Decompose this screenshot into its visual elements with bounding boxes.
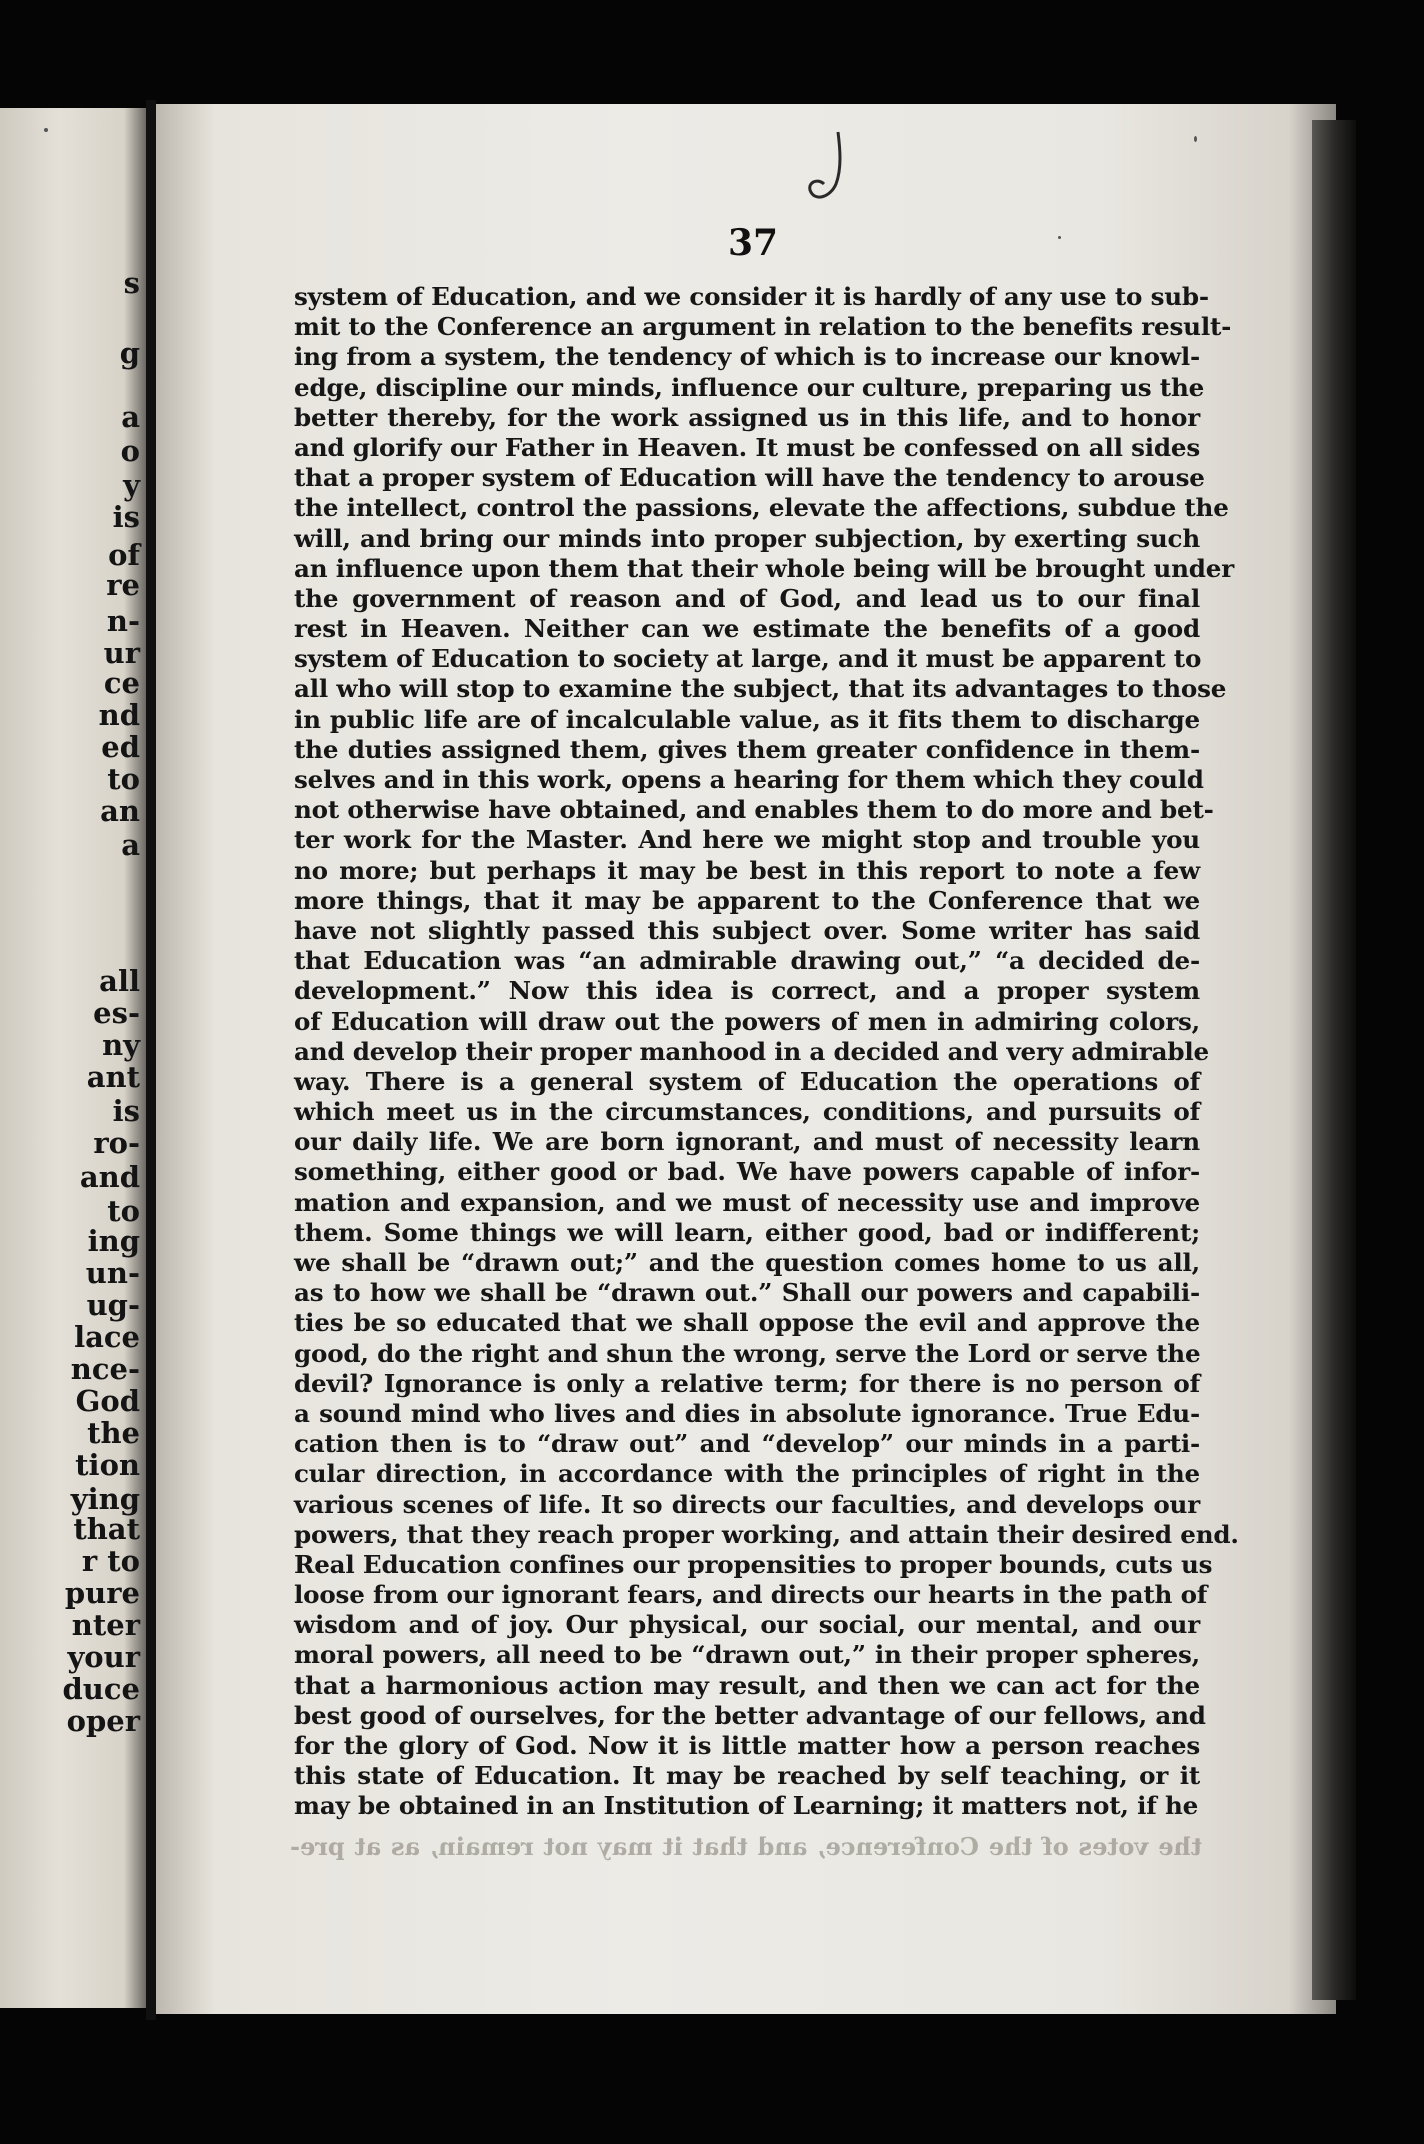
left-page-fragment: is	[112, 1094, 140, 1128]
left-page-fragment: g	[119, 336, 140, 370]
text-line: mation and expansion, and we must of necessity use and improve	[294, 1187, 1200, 1217]
left-page-fragment: duce	[62, 1672, 140, 1706]
left-page-fragment: ying	[70, 1482, 140, 1516]
left-page-fragment: nd	[98, 698, 140, 732]
text-line: selves and in this work, opens a hearing for them which they could	[294, 765, 1204, 794]
left-page-fragment: ur	[103, 636, 140, 670]
text-line: mit to the Conference an argument in relation to the benefits result-	[294, 312, 1232, 342]
text-line: ter work for the Master. And here we might stop and trouble you	[294, 825, 1200, 855]
page-body-text	[294, 282, 1239, 1822]
text-line: and develop their proper manhood in a decided and very admirable	[294, 1036, 1209, 1066]
text-line: no more; but perhaps it may be best in this report to note a few	[294, 855, 1200, 885]
left-page-fragment: ny	[102, 1028, 140, 1062]
left-page-fragment: n-	[106, 604, 140, 638]
left-page-fragment: to	[107, 762, 140, 796]
text-line: system of Education to society at large, and it must be apparent to	[294, 644, 1202, 674]
text-line: edge, discipline our minds, influence our culture, preparing us the	[294, 372, 1205, 402]
page-number: 37	[728, 222, 779, 264]
left-page-fragment: un-	[85, 1256, 140, 1290]
left-page-fragment: is	[112, 500, 140, 534]
text-line: that Education was “an admirable drawing out,” “a decided de-	[294, 946, 1200, 976]
book-gutter	[146, 100, 156, 2020]
left-page-fragment: all	[99, 964, 140, 998]
text-line: the government of reason and of God, and lead us to our final	[294, 583, 1200, 613]
text-line: have not slightly passed this subject over. Some writer has said	[294, 915, 1200, 945]
left-page-fragment: God	[75, 1384, 140, 1418]
text-line: will, and bring our minds into proper subjection, by exerting such	[294, 523, 1200, 553]
left-page-fragment: a	[121, 400, 140, 434]
ink-speck	[1058, 236, 1061, 239]
left-page-fragment: ed	[101, 730, 140, 764]
text-line: the intellect, control the passions, elevate the affections, subdue the	[294, 493, 1229, 523]
text-line: something, either good or bad. We have powers capable of infor-	[294, 1157, 1200, 1187]
text-line: good, do the right and shun the wrong, serve the Lord or serve the	[294, 1338, 1201, 1368]
text-line: rest in Heaven. Neither can we estimate the benefits of a good	[294, 614, 1200, 644]
text-line: and glorify our Father in Heaven. It must be confessed on all sides	[294, 432, 1200, 462]
text-line: in public life are of incalculable value, as it fits them to discharge	[294, 704, 1200, 734]
text-line: Real Education confines our propensities to proper bounds, cuts us	[294, 1549, 1213, 1579]
text-line: best good of ourselves, for the better advantage of our fellows, and	[294, 1700, 1206, 1730]
text-line: loose from our ignorant fears, and directs our hearts in the path of	[294, 1580, 1208, 1610]
left-page-fragment: ug-	[86, 1288, 140, 1322]
text-line: devil? Ignorance is only a relative term; for there is no person of	[294, 1368, 1200, 1398]
text-line: we shall be “drawn out;” and the question comes home to us all,	[294, 1248, 1200, 1277]
text-line: them. Some things we will learn, either good, bad or indifferent;	[294, 1217, 1200, 1247]
text-line: not otherwise have obtained, and enables them to do more and bet-	[294, 795, 1214, 825]
left-page-fragment: oper	[66, 1704, 140, 1738]
left-page-fragment: tion	[75, 1448, 140, 1482]
left-page-fragment: ce	[103, 666, 140, 700]
text-line: which meet us in the circumstances, conditions, and pursuits of	[294, 1097, 1200, 1127]
left-page-fragment: ro-	[93, 1126, 140, 1160]
ink-speck	[1194, 136, 1197, 142]
text-line: an influence upon them that their whole being will be brought under	[294, 553, 1234, 583]
text-line: that a proper system of Education will have the tendency to arouse	[294, 463, 1205, 493]
text-line: of Education will draw out the powers of men in admiring colors,	[294, 1006, 1200, 1036]
text-line: for the glory of God. Now it is little matter how a person reaches	[294, 1731, 1200, 1760]
left-page-fragment: nter	[71, 1608, 140, 1642]
text-line: powers, that they reach proper working, and attain their desired end.	[294, 1519, 1239, 1549]
left-page-fragment: your	[67, 1640, 140, 1674]
left-page-fragment: that	[73, 1512, 140, 1546]
left-page-fragment: es-	[93, 996, 140, 1030]
text-line: better thereby, for the work assigned us in this life, and to honor	[294, 402, 1200, 432]
text-line: system of Education, and we consider it is hardly of any use to sub-	[294, 282, 1209, 311]
text-line: this state of Education. It may be reached by self teaching, or it	[294, 1761, 1200, 1791]
bleed-through-text: the votes of the Conference, and that it may not remain, as at pre-	[290, 1832, 1202, 1861]
left-page-fragment: an	[100, 794, 140, 828]
text-line: cular direction, in accordance with the principles of right in the	[294, 1459, 1200, 1489]
text-line: our daily life. We are born ignorant, and must of necessity learn	[294, 1127, 1200, 1157]
left-page-fragment: lace	[74, 1320, 140, 1354]
text-line: all who will stop to examine the subject, that its advantages to those	[294, 674, 1227, 704]
text-line: various scenes of life. It so directs our faculties, and develops our	[294, 1489, 1200, 1519]
text-line: more things, that it may be apparent to the Conference that we	[294, 885, 1200, 915]
left-page-fragment: r to	[81, 1544, 140, 1578]
left-page-fragment: to	[107, 1194, 140, 1228]
text-line: the duties assigned them, gives them greater confidence in them-	[294, 734, 1200, 764]
text-line: ing from a system, the tendency of which is to increase our knowl-	[294, 342, 1200, 372]
left-page-fragment: the	[87, 1416, 140, 1450]
ink-speck	[44, 128, 48, 132]
left-page-fragment: o	[120, 434, 140, 468]
left-page-fragment: nce-	[70, 1352, 140, 1386]
left-page-fragment: and	[79, 1160, 140, 1194]
left-page-fragment: ing	[87, 1224, 140, 1258]
text-line: cation then is to “draw out” and “develop” our minds in a parti-	[294, 1429, 1200, 1459]
text-line: wisdom and of joy. Our physical, our social, our mental, and our	[294, 1610, 1200, 1640]
left-page-fragment: ant	[86, 1060, 140, 1094]
left-page-fragment: y	[123, 468, 140, 502]
left-facing-page	[0, 108, 146, 2008]
text-line: ties be so educated that we shall oppose the evil and approve the	[294, 1308, 1200, 1338]
text-line: that a harmonious action may result, and then we can act for the	[294, 1670, 1200, 1700]
text-line: way. There is a general system of Education the operations of	[294, 1066, 1200, 1096]
page-edge-shadow	[1312, 120, 1356, 2000]
left-page-fragment: s	[123, 266, 140, 300]
text-line: moral powers, all need to be “drawn out,” in their proper spheres,	[294, 1640, 1200, 1670]
pencil-mark-icon	[800, 128, 860, 208]
text-line: may be obtained in an Institution of Learning; it matters not, if he	[294, 1791, 1199, 1821]
left-page-fragment: re	[106, 568, 140, 602]
text-line: as to how we shall be “drawn out.” Shall our powers and capabili-	[294, 1278, 1200, 1308]
left-page-fragment: of	[108, 538, 140, 572]
left-page-fragment: pure	[64, 1576, 140, 1610]
text-line: development.” Now this idea is correct, and a proper system	[294, 976, 1200, 1006]
left-page-fragment: a	[121, 828, 140, 862]
text-line: a sound mind who lives and dies in absolute ignorance. True Edu-	[294, 1398, 1200, 1428]
